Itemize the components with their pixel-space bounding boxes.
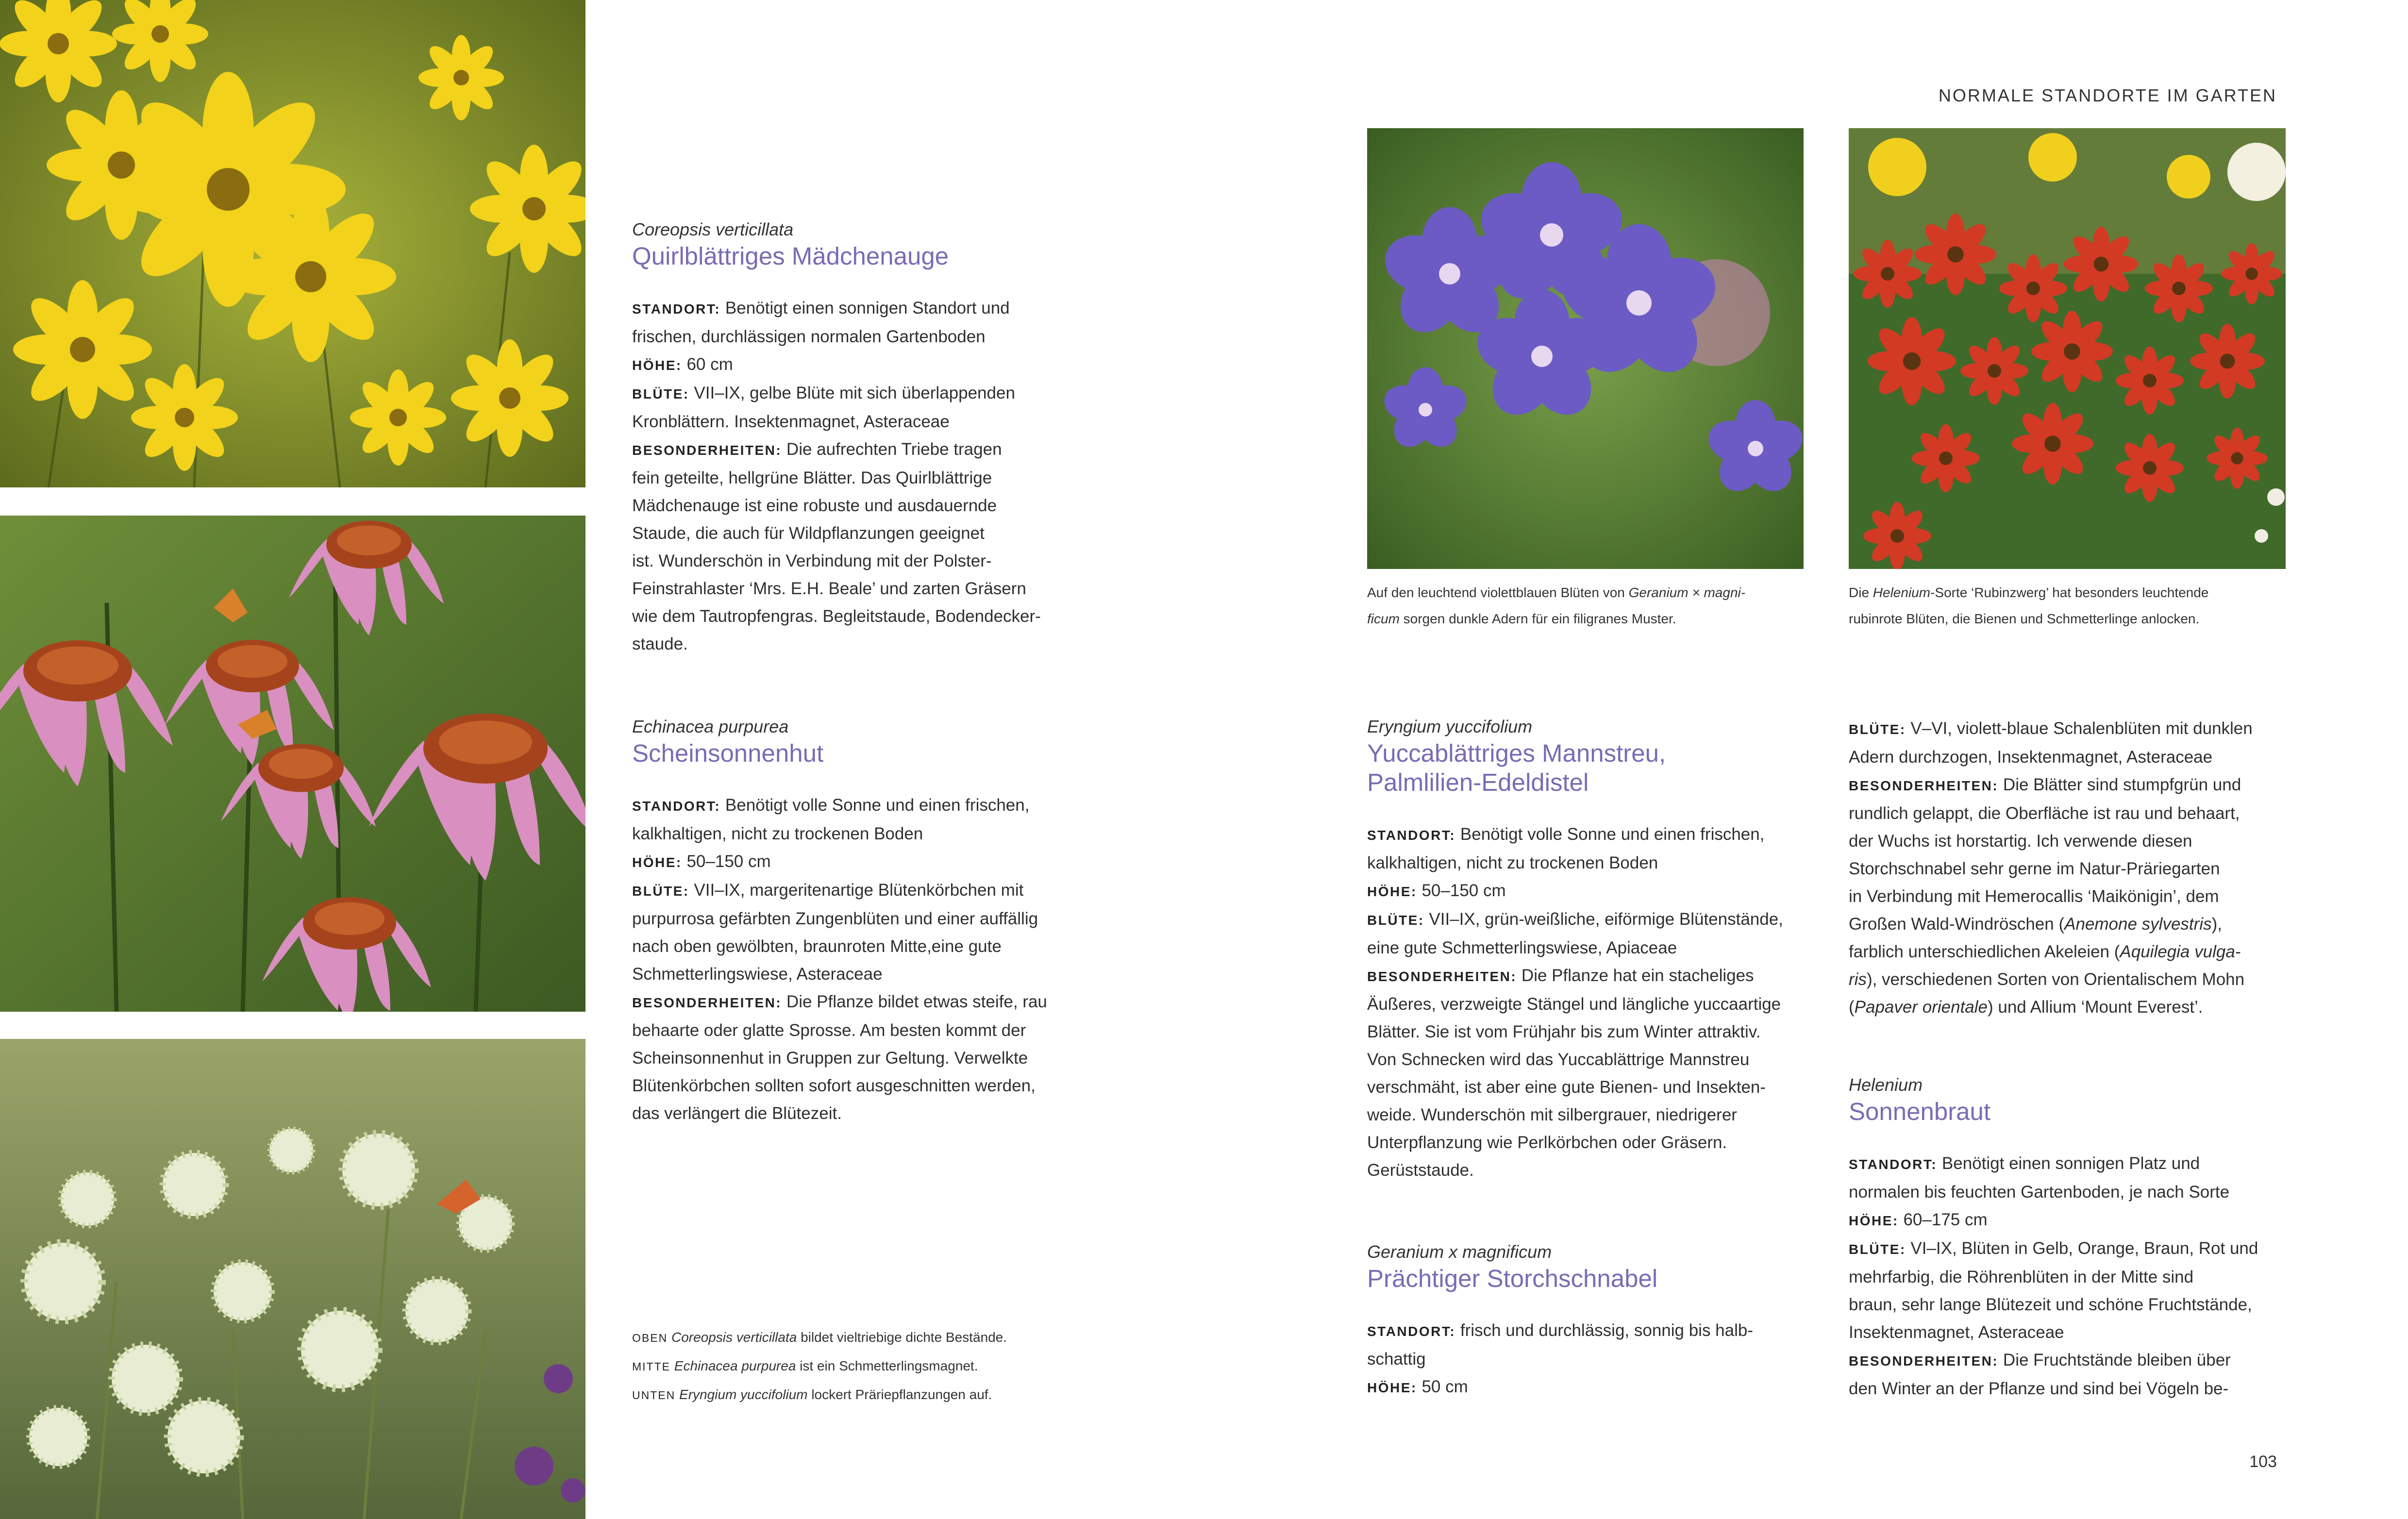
plant-name: Scheinsonnenhut	[632, 739, 824, 767]
plant-name: Yuccablättriges Mannstreu, Palmlilien-Edeldistel	[1367, 739, 1666, 796]
caption-line: OBEN Coreopsis verticillata bildet vieltriebige dichte Bestände.	[632, 1330, 1007, 1345]
hoehe-line: HÖHE: 50–150 cm	[1367, 881, 1506, 900]
hoehe-line: HÖHE: 50 cm	[1367, 1377, 1468, 1396]
latin-name: Helenium	[1849, 1075, 1923, 1095]
page-number: 103	[2249, 1452, 2277, 1471]
bluete-line: BLÜTE: VII–IX, grün-weißliche, eiförmige Blütenstände,	[1367, 910, 1783, 929]
hoehe-line: HÖHE: 60–175 cm	[1849, 1210, 1988, 1229]
standort-line: STANDORT: frisch und durchlässig, sonnig bis halb-	[1367, 1321, 1754, 1340]
entry-geranium: Geranium x magnificum Prächtiger Storchschnabel STANDORT: frisch und durchlässig, sonnig bis halb- schattig HÖHE: 50 cm	[1367, 1240, 1823, 1402]
entry-echinacea: Echinacea purpurea Scheinsonnenhut STANDORT: Benötigt volle Sonne und einen frischen, kalkhaltigen, nicht zu trockenen Boden HÖHE: 50–150 cm BLÜTE: VII–IX, margeritenartige Blütenkörbchen mit purpurrosa gefärbten Zungenblüten und einer auffällig nach oben gewölbten, braunroten Mitte,eine gute Schmetterlingswiese, Asteraceae BESONDERHEITEN: Die Pflanze bildet etwas steife, rau behaarte oder glatte Sprosse. Am besten kommt der Scheinsonnenhut in Gruppen zur Geltung. Verwelkte Blütenkörbchen sollten sofort ausgeschnitten werden, das verlängert die Blütezeit.	[632, 715, 1098, 1127]
bluete-line: BLÜTE: V–VI, violett-blaue Schalenblüten mit dunklen	[1849, 719, 2253, 738]
standort-line: STANDORT: Benötigt einen sonnigen Standort und	[632, 299, 1010, 317]
standort-line: STANDORT: Benötigt einen sonnigen Platz und	[1849, 1154, 2200, 1173]
photo-echinacea	[0, 516, 585, 1012]
besonderheiten-line: BESONDERHEITEN: Die Fruchtstände bleiben über	[1849, 1351, 2231, 1369]
besonderheiten-line: BESONDERHEITEN: Die Pflanze bildet etwas steife, rau	[632, 992, 1047, 1011]
plant-name: Quirlblättriges Mädchenauge	[632, 242, 949, 270]
photo-eryngium	[0, 1039, 585, 1519]
hoehe-line: HÖHE: 60 cm	[632, 355, 733, 374]
section-title: NORMALE STANDORTE IM GARTEN	[1938, 85, 2277, 105]
caption-left	[632, 1323, 1098, 1409]
latin-name: Echinacea purpurea	[632, 717, 789, 736]
caption-helenium: Die Helenium-Sorte ‘Rubinzwerg’ hat besonders leuchtende rubinrote Blüten, die Bienen und Schmetterlinge anlocken.	[1849, 585, 2209, 626]
bluete-line: BLÜTE: VII–IX, margeritenartige Blütenkörbchen mit	[632, 881, 1024, 900]
hoehe-line: HÖHE: 50–150 cm	[632, 852, 771, 871]
bluete-line: BLÜTE: VII–IX, gelbe Blüte mit sich überlappenden	[632, 384, 1015, 402]
bluete-line: BLÜTE: VI–IX, Blüten in Gelb, Orange, Braun, Rot und	[1849, 1239, 2258, 1258]
besonderheiten-line: BESONDERHEITEN: Die aufrechten Triebe tragen	[632, 440, 1002, 459]
caption-line: UNTEN Eryngium yuccifolium lockert Präriepflanzungen auf.	[632, 1387, 992, 1402]
latin-name: Eryngium yuccifolium	[1367, 717, 1533, 736]
entry-eryngium: Eryngium yuccifolium Yuccablättriges Mannstreu, Palmlilien-Edeldistel STANDORT: Benötigt volle Sonne und einen frischen, kalkhaltigen, nicht zu trockenen Boden HÖHE: 50–150 cm BLÜTE: VII–IX, grün-weißliche, eiförmige Blütenstände, eine gute Schmetterlingswiese, Apiaceae BESONDERHEITEN: Die Pflanze hat ein stacheliges Äußeres, verzweigte Stängel und längliche yuccaartige Blätter. Sie ist vom Frühjahr bis zum Winter attraktiv. Von Schnecken wird das Yuccablättrige Mannstreu verschmäht, ist aber eine gute Bienen- und Insekten- weide. Wunderschön mit silbergrauer, niedrigerer Unterpflanzung wie Perlkörbchen oder Gräsern. Gerüststaude.	[1367, 715, 1823, 1184]
photo-helenium	[1849, 128, 2286, 569]
standort-line: STANDORT: Benötigt volle Sonne und einen frischen,	[1367, 825, 1765, 844]
latin-name: Geranium x magnificum	[1367, 1242, 1552, 1262]
photo-geranium	[1367, 128, 1804, 569]
plant-name: Sonnenbraut	[1849, 1098, 1991, 1125]
besonderheiten-line: BESONDERHEITEN: Die Pflanze hat ein stacheliges	[1367, 966, 1754, 985]
caption-geranium: Auf den leuchtend violettblauen Blüten von Geranium × magni- ficum sorgen dunkle Adern für ein filigranes Muster.	[1367, 585, 1746, 626]
besonderheiten-line: BESONDERHEITEN: Die Blätter sind stumpfgrün und	[1849, 775, 2241, 794]
photo-coreopsis	[0, 0, 585, 487]
caption-line: MITTE Echinacea purpurea ist ein Schmetterlingsmagnet.	[632, 1358, 978, 1373]
entry-coreopsis: Coreopsis verticillata Quirlblättriges Mädchenauge STANDORT: Benötigt einen sonnigen Standort und frischen, durchlässigen normalen Gartenboden HÖHE: 60 cm BLÜTE: VII–IX, gelbe Blüte mit sich überlappenden Kronblättern. Insektenmagnet, Asteraceae BESONDERHEITEN: Die aufrechten Triebe tragen fein geteilte, hellgrüne Blätter. Das Quirlblättrige Mädchenauge ist eine robuste und ausdauernde Staude, die auch für Wildpflanzungen geeignet ist. Wunderschön in Verbindung mit der Polster- Feinstrahlaster ‘Mrs. E.H. Beale’ und zarten Gräsern wie dem Tautropfengras. Begleitstaude, Bodendecker- staude.	[632, 217, 1098, 658]
entry-helenium: Helenium Sonnenbraut STANDORT: Benötigt einen sonnigen Platz und normalen bis feuchten Gartenboden, je nach Sorte HÖHE: 60–175 cm BLÜTE: VI–IX, Blüten in Gelb, Orange, Braun, Rot und mehrfarbig, die Röhrenblüten in der Mitte sind braun, sehr lange Blütezeit und schöne Fruchtstände, Insektenmagnet, Asteraceae BESONDERHEITEN: Die Fruchtstände bleiben über den Winter an der Pflanze und sind bei Vögeln be-	[1849, 1073, 2310, 1402]
standort-line: STANDORT: Benötigt volle Sonne und einen frischen,	[632, 796, 1030, 815]
latin-name: Coreopsis verticillata	[632, 219, 794, 239]
plant-name: Prächtiger Storchschnabel	[1367, 1265, 1658, 1292]
entry-geranium-continued: BLÜTE: V–VI, violett-blaue Schalenblüten mit dunklen Adern durchzogen, Insektenmagnet, Asteraceae BESONDERHEITEN: Die Blätter sind stumpfgrün und rundlich gelappt, die Oberfläche ist rau und behaart, der Wuchs ist horstartig. Ich verwende diesen Storchschnabel sehr gerne im Natur-Präriegarten in Verbindung mit Hemerocallis ‘Maikönigin’, dem Großen Wald-Windröschen (Anemone sylvestris), farblich unterschiedlichen Akeleien (Aquilegia vulga- ris), verschiedenen Sorten von Orientalischem Mohn (Papaver orientale) und Allium ‘Mount Everest’.	[1849, 715, 2310, 1021]
